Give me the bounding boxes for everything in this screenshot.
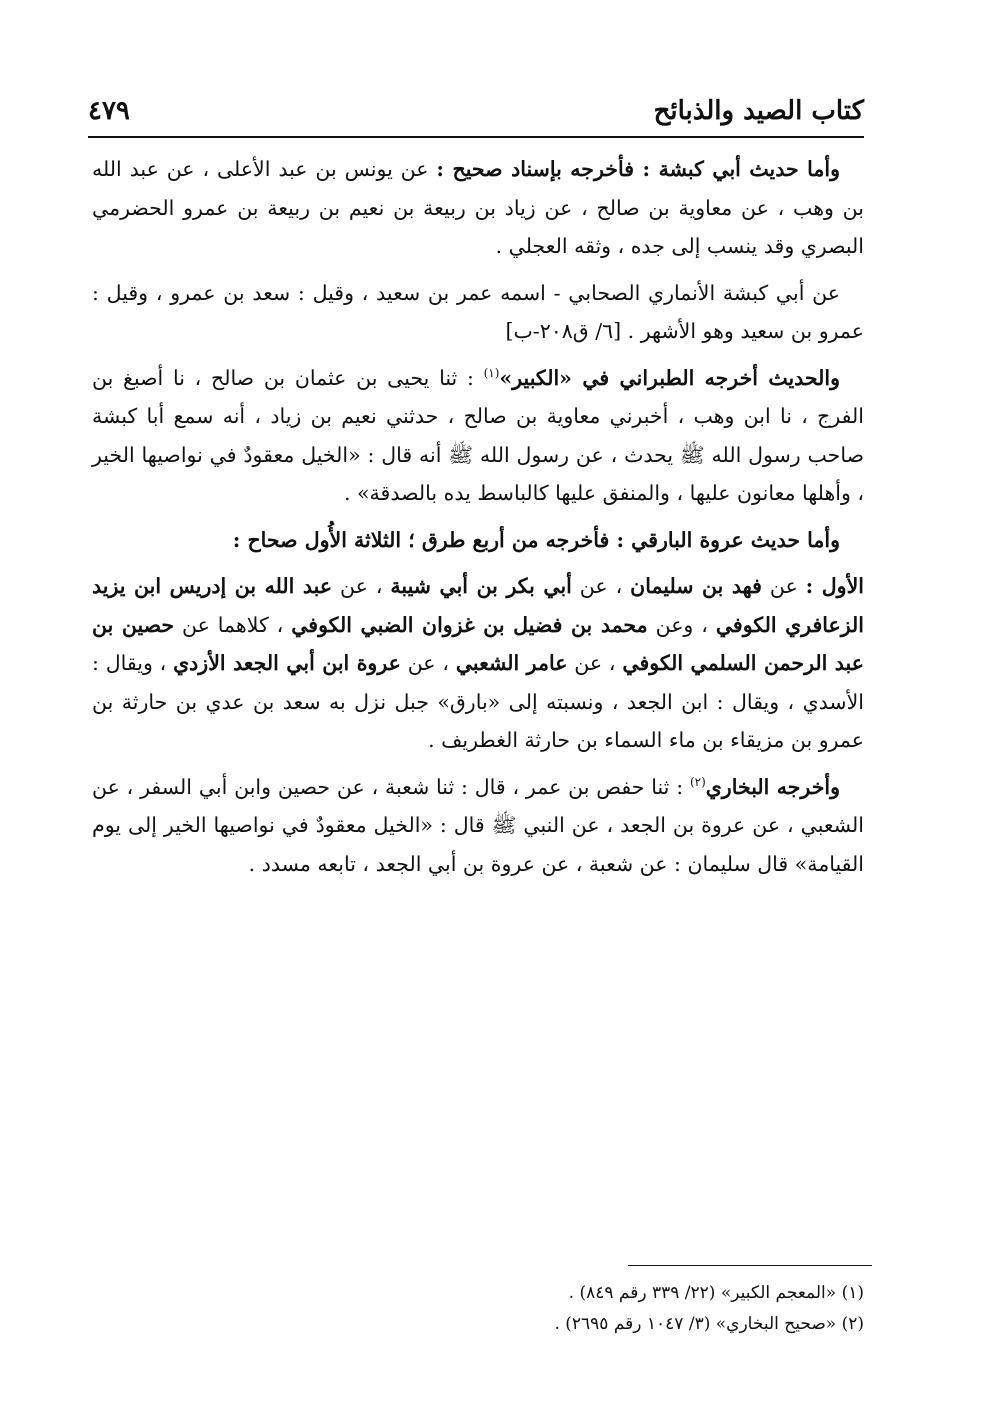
footnote-2: (٢) «صحيح البخاري» (٣/ ١٠٤٧ رقم ٢٦٩٥) . [554,1314,864,1334]
narrator-name: محمد بن فضيل بن غزوان الضبي الكوفي [291,612,648,637]
footnote-divider [628,1265,872,1266]
paragraph-text: ، ويقال : الأسدي ، ويقال : ابن الجعد ، ونسبته إلى «بارق» جبل نزل به سعد بن عدي بن حارثة بن عمرو بن مزيقاء بن ماء السماء بن حارثة الغطريف . [92,651,864,752]
narrator-name: فهد بن سليمان [630,574,762,598]
paragraph-text: : ثنا حفص بن عمر ، قال : ثنا شعبة ، عن حصين وابن أبي السفر ، عن الشعبي ، عن عروة بن الجعد ، عن النبي ﷺ قال : «الخيل معقودٌ في نواصيها الخير إلى يوم القيامة» قال سليمان : عن شعبة ، عن عروة بن أبي الجعد ، تابعه مسدد . [92,774,864,876]
paragraph-tabarani [92,359,864,513]
footnote-ref[interactable]: (١) [483,365,500,380]
paragraph-text: ، عن [400,651,456,675]
paragraph-text: ، عن [571,574,631,598]
narrator-name: عامر الشعبي [455,651,568,675]
narrator-name: حصين بن عبد الرحمن السلمي الكوفي [92,612,864,675]
narrator-name: عروة ابن أبي الجعد الأزدي [173,651,401,675]
paragraph-text: ، عن [567,651,623,675]
paragraph-lead: وأخرجه البخاري [705,774,840,799]
chapter-title: كتاب الصيد والذبائح [653,96,864,126]
paragraph-abu-kabsha [92,150,864,266]
paragraph-lead: الأول : [805,574,864,598]
footnote-ref[interactable]: (٢) [689,774,706,789]
paragraph-lead: وأما حديث أبي كبشة : فأخرجه بإسناد صحيح : [436,157,840,181]
running-header [88,96,864,138]
page-number: ٤٧٩ [88,96,130,126]
narrator-name: عبد الله بن إدريس ابن يزيد الزعافري الكوفي [92,574,864,637]
paragraph-text: : ثنا يحيى بن عثمان بن صالح ، نا أصبغ بن الفرج ، نا ابن وهب ، أخبرني معاوية بن صالح ، حدثني نعيم بن زياد ، أنه سمع أبا كبشة صاحب رسول الله ﷺ يحدث ، عن رسول الله ﷺ أنه قال : «الخيل معقودٌ في نواصيها الخير ، وأهلها معانون عليها ، والمنفق عليها كالباسط يده بالصدقة» . [92,365,864,505]
paragraph-lead: والحديث أخرجه الطبراني في «الكبير» [499,365,840,390]
paragraph-text: عن أبي كبشة الأنماري الصحابي - اسمه عمر بن سعيد ، وقيل : سعد بن عمرو ، وقيل : عمرو بن سعيد وهو الأشهر . [٦/ ق٢٠٨-ب] [92,280,864,343]
paragraph-segments [92,574,864,752]
main-text [92,150,864,891]
paragraph-text: عن يونس بن عبد الأعلى ، عن عبد الله بن وهب ، عن معاوية بن صالح ، عن زياد بن ربيعة بن نعيم بن ربيعة بن عمرو الحضرمي البصري وقد ينسب إلى جده ، وثقه العجلي . [92,157,864,258]
narrator-name: أبي بكر بن أبي شيبة [390,574,572,598]
paragraph-abu-kabsha-name [92,274,864,351]
paragraph-text: ، وعن [647,612,716,637]
paragraph-lead: وأما حديث عروة البارقي : فأخرجه من أربع طرق ؛ الثلاثة الأُول صحاح : [232,527,840,552]
paragraph-first-route [92,567,864,760]
paragraph-text: ، عن [332,574,391,598]
paragraph-bukhari [92,768,864,884]
footnote-1: (١) «المعجم الكبير» (٢٢/ ٣٣٩ رقم ٨٤٩) . [568,1283,864,1303]
footnotes [92,1278,864,1340]
paragraph-text: ، كلاهما عن [174,612,292,637]
paragraph-text: عن [761,574,806,598]
paragraph-urwa-heading [92,521,864,560]
